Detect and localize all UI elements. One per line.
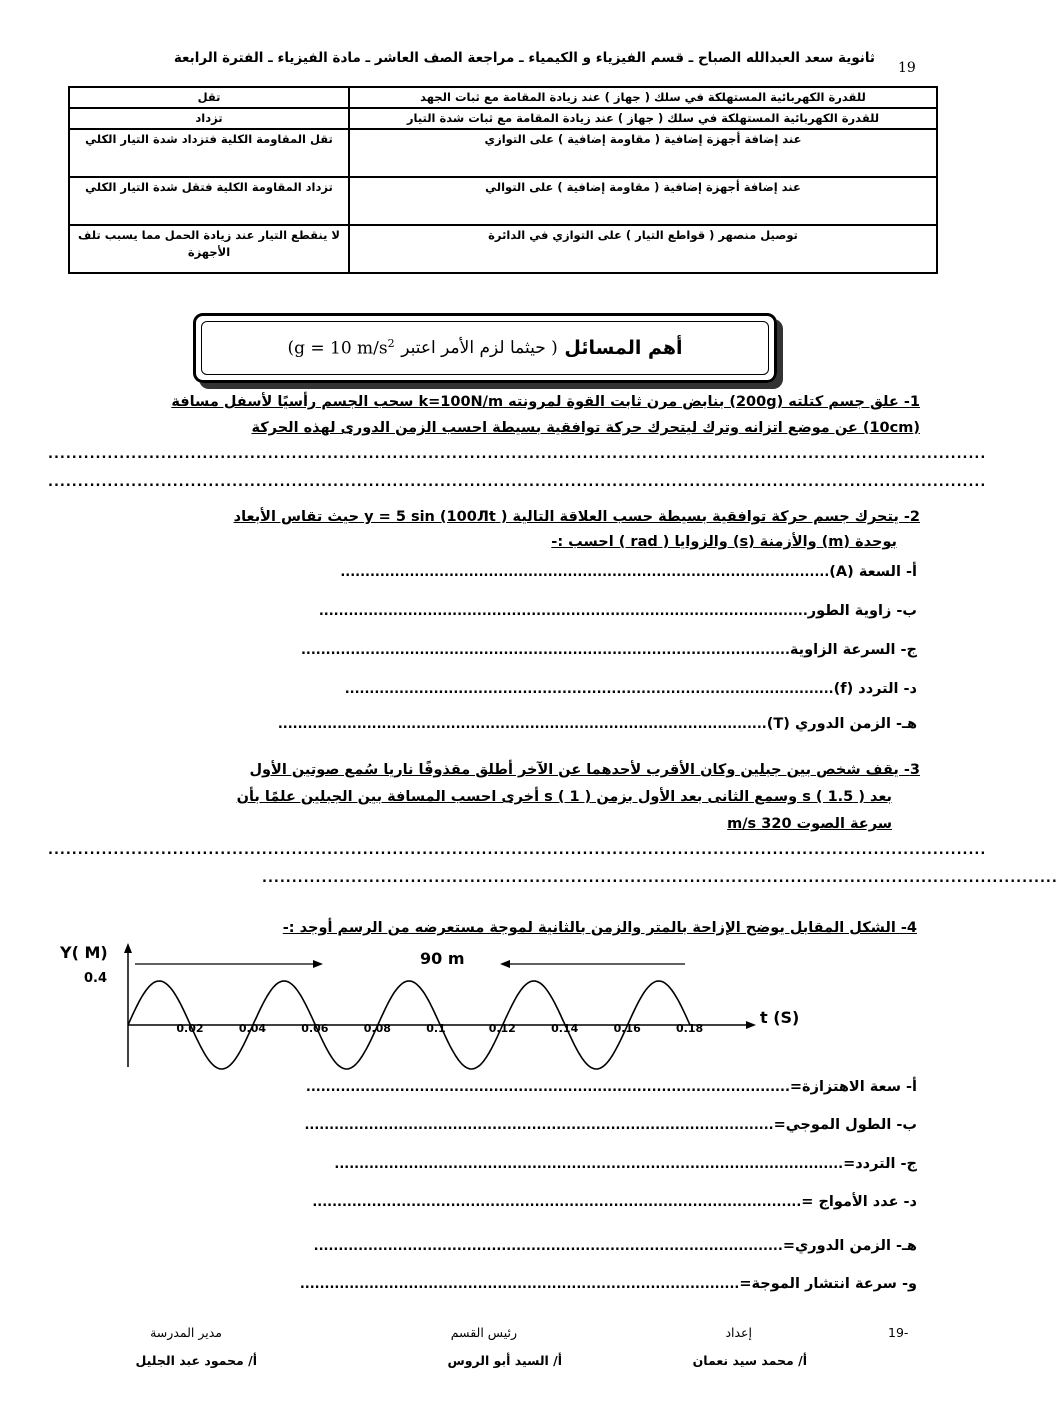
q2-item <box>127 639 917 658</box>
chart-x-tick-label: 0.12 <box>488 1022 516 1035</box>
banner-inner <box>201 321 769 375</box>
table-cell-result: تزداد <box>69 108 349 129</box>
q4-item-dots[interactable]: ......................................................................................... <box>299 1277 740 1292</box>
q2-item <box>127 713 917 732</box>
q2-item-label: أ- السعة (A) <box>829 564 917 580</box>
q4-item-label: هـ- الزمن الدوري= <box>782 1238 917 1254</box>
footer-principal-name: أ/ محمود عبد الجليل <box>135 1353 257 1368</box>
q4-item-dots[interactable]: ................................................................................................... <box>312 1195 802 1210</box>
table-row <box>69 225 937 273</box>
footer-page-number: 19- <box>888 1325 909 1340</box>
q2-item-label: ب- زاوية الطور <box>807 603 917 619</box>
footer-principal-title: مدير المدرسة <box>150 1325 222 1340</box>
q2-item-dots[interactable]: ................................................................................................... <box>344 682 834 697</box>
q4-item-label: و- سرعة انتشار الموجة= <box>739 1276 917 1292</box>
q2-item <box>127 561 917 580</box>
q4-item-dots[interactable]: .................................................................................................. <box>305 1080 790 1095</box>
table-cell-condition: للقدرة الكهربائية المستهلكة في سلك ( جهاز ) عند زيادة المقامة مع ثبات شدة التيار <box>349 108 937 129</box>
wave-chart <box>40 935 820 1075</box>
q2-line2: بوحدة (m) والأزمنة (s) والزوايا ( rad ) احسب :- <box>551 534 897 550</box>
chart-x-tick-label: 0.08 <box>363 1022 391 1035</box>
chart-xlabel: t (S) <box>760 1008 800 1027</box>
q2-item-dots[interactable]: ................................................................................................... <box>318 604 808 619</box>
chart-x-tick-label: 0.04 <box>238 1022 267 1035</box>
q2-item-dots[interactable]: ................................................................................................... <box>300 643 790 658</box>
table-cell-condition: للقدرة الكهربائية المستهلكة في سلك ( جهاز ) عند زيادة المقامة مع ثبات الجهد <box>349 87 937 108</box>
chart-x-tick-label: 0.1 <box>426 1022 446 1035</box>
chart-x-tick-label: 0.16 <box>613 1022 641 1035</box>
chart-ytick: 0.4 <box>84 971 108 986</box>
banner-g: g = 10 m/s <box>294 338 388 359</box>
distance-arrowhead-right <box>313 960 323 968</box>
table-cell-result: تزداد المقاومة الكلية فتقل شدة التيار الكلي <box>69 177 349 225</box>
distance-label: 90 m <box>420 949 465 968</box>
chart-x-ticks <box>176 1022 703 1035</box>
q4-item-dots[interactable]: ............................................................................................... <box>313 1239 783 1254</box>
q4-item-label: أ- سعة الاهتزازة= <box>789 1079 917 1095</box>
q1-answer-line[interactable]: .............................................................................................................................................................. <box>48 447 987 462</box>
q3-answer-line[interactable]: .............................................................................................................................................................. <box>48 843 987 858</box>
distance-arrowhead-left <box>500 960 510 968</box>
q4-item <box>117 1191 917 1210</box>
table-cell-result: لا ينقطع التيار عند زيادة الحمل مما يسبب تلف الأجهزة <box>69 225 349 273</box>
section-banner <box>193 313 777 383</box>
q4-item-label: ب- الطول الموجي= <box>773 1117 917 1133</box>
chart-x-tick-label: 0.06 <box>301 1022 329 1035</box>
table-row <box>69 129 937 177</box>
q1-line1: 1- علق جسم كتلته (200g) بنابض مرن ثابت القوة لمرونته k=100N/m سحب الجسم رأسيًا لأسفل مسافة <box>171 394 920 410</box>
chart-x-tick-label: 0.14 <box>551 1022 579 1035</box>
q1-line2: (10cm) عن موضع اتزانه وترك ليتحرك حركة توافقية بسيطة احسب الزمن الدورى لهذه الحركة <box>251 420 920 436</box>
table-cell-condition: عند إضافة أجهزة إضافية ( مقاومة إضافية ) على التوازي <box>349 129 937 177</box>
table-cell-result: تقل المقاومة الكلية فتزداد شدة التيار الكلي <box>69 129 349 177</box>
chart-x-arrow <box>746 1021 756 1029</box>
q4-item <box>117 1076 917 1095</box>
q4-item-label: د- عدد الأمواج = <box>801 1194 917 1210</box>
chart-y-arrow <box>124 943 132 953</box>
table-cell-result: تقل <box>69 87 349 108</box>
table-row <box>69 108 937 129</box>
q3-answer-line[interactable]: ...................................................................................................................................... <box>262 871 1058 886</box>
q4-item <box>117 1114 917 1133</box>
table-row <box>69 177 937 225</box>
banner-note: ( حيثما لزم الأمر اعتبر <box>401 338 558 358</box>
q2-item-dots[interactable]: ................................................................................................... <box>340 565 830 580</box>
banner-g-exp: 2 <box>387 337 395 351</box>
q4-line1: 4- الشكل المقابل يوضح الإزاحة بالمتر والزمن بالثانية لموجة مستعرضه من الرسم أوجد :- <box>282 920 917 936</box>
chart-x-tick-label: 0.18 <box>676 1022 704 1035</box>
table-row <box>69 87 937 108</box>
q3-line1: 3- يقف شخص بين جبلين وكان الأقرب لأحدهما عن الآخر أطلق مقذوفًا ناريا سُمع صوتين الأول <box>249 762 920 778</box>
chart-ylabel: Y( M) <box>60 943 108 962</box>
q3-line3: سرعة الصوت 320 m/s <box>727 816 892 832</box>
page-header: ثانوية سعد العبدالله الصباح ـ قسم الفيزياء و الكيمياء ـ مراجعة الصف العاشر ـ مادة الفيزياء ـ الفترة الرابعة <box>173 50 875 66</box>
q2-line1: 2- يتحرك جسم حركة توافقية بسيطة حسب العلاقة التالية ( y = 5 sin (100Лt حيث تقاس الأبعاد <box>233 509 920 525</box>
q2-item-label: هـ- الزمن الدوري (T) <box>766 716 917 732</box>
header-page-number: 19 <box>898 60 916 76</box>
q4-item-dots[interactable]: ....................................................................................................... <box>334 1157 844 1172</box>
q2-item-label: ج- السرعة الزاوية <box>789 642 917 658</box>
q4-item-dots[interactable]: ............................................................................................... <box>304 1118 774 1133</box>
q4-item <box>117 1235 917 1254</box>
q4-item <box>117 1273 917 1292</box>
q4-item <box>117 1153 917 1172</box>
q2-item-dots[interactable]: ................................................................................................... <box>277 717 767 732</box>
table-cell-condition: توصيل منصهر ( قواطع التيار ) على التوازي في الدائرة <box>349 225 937 273</box>
chart-x-tick-label: 0.02 <box>176 1022 204 1035</box>
footer-head-title: رئيس القسم <box>450 1325 517 1340</box>
q3-line2: بعد ( 1.5 ) s وسمع الثانى بعد الأول بزمن s ( 1 ) أخرى احسب المسافة بين الجبلين علمًا بأن <box>236 789 892 805</box>
banner-title: أهم المسائل <box>564 337 683 359</box>
banner-close: ) <box>287 338 295 358</box>
q4-item-label: ج- التردد= <box>843 1156 917 1172</box>
footer-prep-name: أ/ محمد سيد نعمان <box>692 1353 807 1368</box>
q2-item <box>127 600 917 619</box>
q2-item-label: د- التردد (f) <box>833 681 917 697</box>
footer-head-name: أ/ السيد أبو الروس <box>447 1353 562 1368</box>
comparison-table <box>68 86 938 274</box>
footer-prep-title: إعداد <box>725 1325 752 1340</box>
table-cell-condition: عند إضافة أجهزة إضافية ( مقاومة إضافية ) على التوالي <box>349 177 937 225</box>
q1-answer-line[interactable]: .............................................................................................................................................................. <box>48 475 987 490</box>
banner-g-value <box>294 337 395 359</box>
q2-item <box>127 678 917 697</box>
